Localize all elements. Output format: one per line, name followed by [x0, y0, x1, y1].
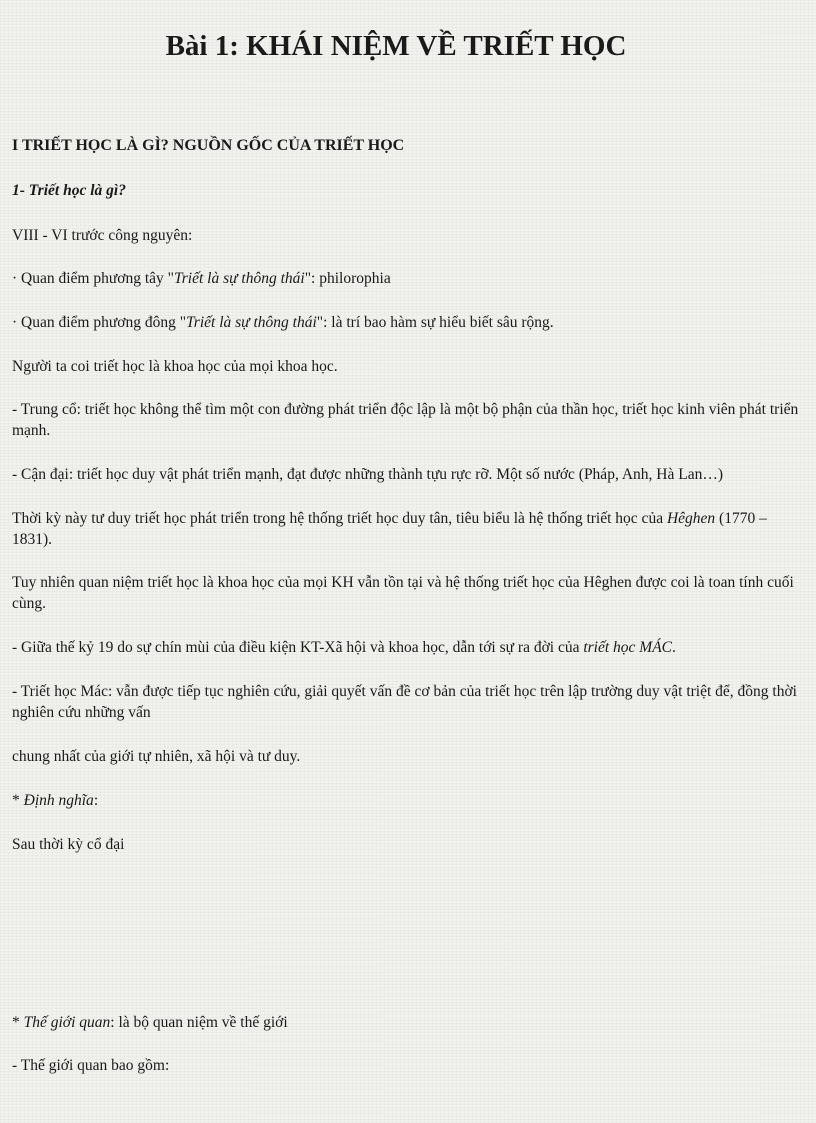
emphasis: Hêghen — [666, 510, 716, 527]
emphasis: Triết là sự thông thái — [186, 314, 317, 331]
paragraph-however: Tuy nhiên quan niệm triết học là khoa học của mọi KH vẫn tồn tại và hệ thống triết học của Hêghen được coi là toan tính cuối cùng. — [12, 574, 794, 612]
paragraph-middle-ages: - Trung cổ: triết học không thể tìm một con đường phát triển độc lập là một bộ phận của thần học, triết học kinh viên phát triển mạnh. — [12, 401, 799, 439]
paragraph-west-view: · Quan điểm phương tây "Triết là sự thông thái": philorophia — [12, 270, 391, 287]
subsection-heading: 1- Triết học là gì? — [12, 182, 126, 199]
emphasis: Định nghĩa — [23, 792, 94, 809]
emphasis: Thế giới quan — [23, 1014, 111, 1031]
emphasis: triết học MÁC — [583, 639, 673, 656]
section-heading: I TRIẾT HỌC LÀ GÌ? NGUỒN GỐC CỦA TRIẾT HỌC — [12, 137, 405, 154]
paragraph-modern: - Cận đại: triết học duy vật phát triển mạnh, đạt được những thành tựu rực rỡ. Một số nước (Pháp, Anh, Hà Lan…) — [12, 466, 723, 483]
paragraph-science: Người ta coi triết học là khoa học của mọi khoa học. — [12, 358, 338, 375]
paragraph-hegel: Thời kỳ này tư duy triết học phát triển trong hệ thống triết học duy tân, tiêu biểu là hệ thống triết học của Hêghen (1770 – 1831). — [12, 510, 767, 548]
paragraph-period: VIII - VI trước công nguyên: — [12, 227, 193, 244]
paragraph-east-view: · Quan điểm phương đông "Triết là sự thông thái": là trí bao hàm sự hiểu biết sâu rộng. — [12, 314, 554, 331]
paragraph-general: chung nhất của giới tự nhiên, xã hội và tư duy. — [12, 748, 301, 765]
paragraph-worldview-includes: - Thế giới quan bao gồm: — [12, 1057, 170, 1074]
paragraph-marx: - Triết học Mác: vẫn được tiếp tục nghiên cứu, giải quyết vấn đề cơ bản của triết học trên lập trường duy vật triệt để, đồng thời nghiên cứu những vấn — [12, 683, 797, 721]
paragraph-worldview: * Thế giới quan: là bộ quan niệm về thế giới — [12, 1014, 288, 1031]
emphasis: Triết là sự thông thái — [173, 270, 305, 287]
paragraph-definition: * Định nghĩa: — [12, 792, 99, 809]
paragraph-marx-birth: - Giữa thế kỷ 19 do sự chín mùi của điều kiện KT-Xã hội và khoa học, dẫn tới sự ra đời của triết học MÁC. — [12, 639, 676, 656]
paragraph-after-antiquity: Sau thời kỳ cổ đại — [12, 836, 125, 853]
page-title: Bài 1: KHÁI NIỆM VỀ TRIẾT HỌC — [165, 30, 627, 62]
